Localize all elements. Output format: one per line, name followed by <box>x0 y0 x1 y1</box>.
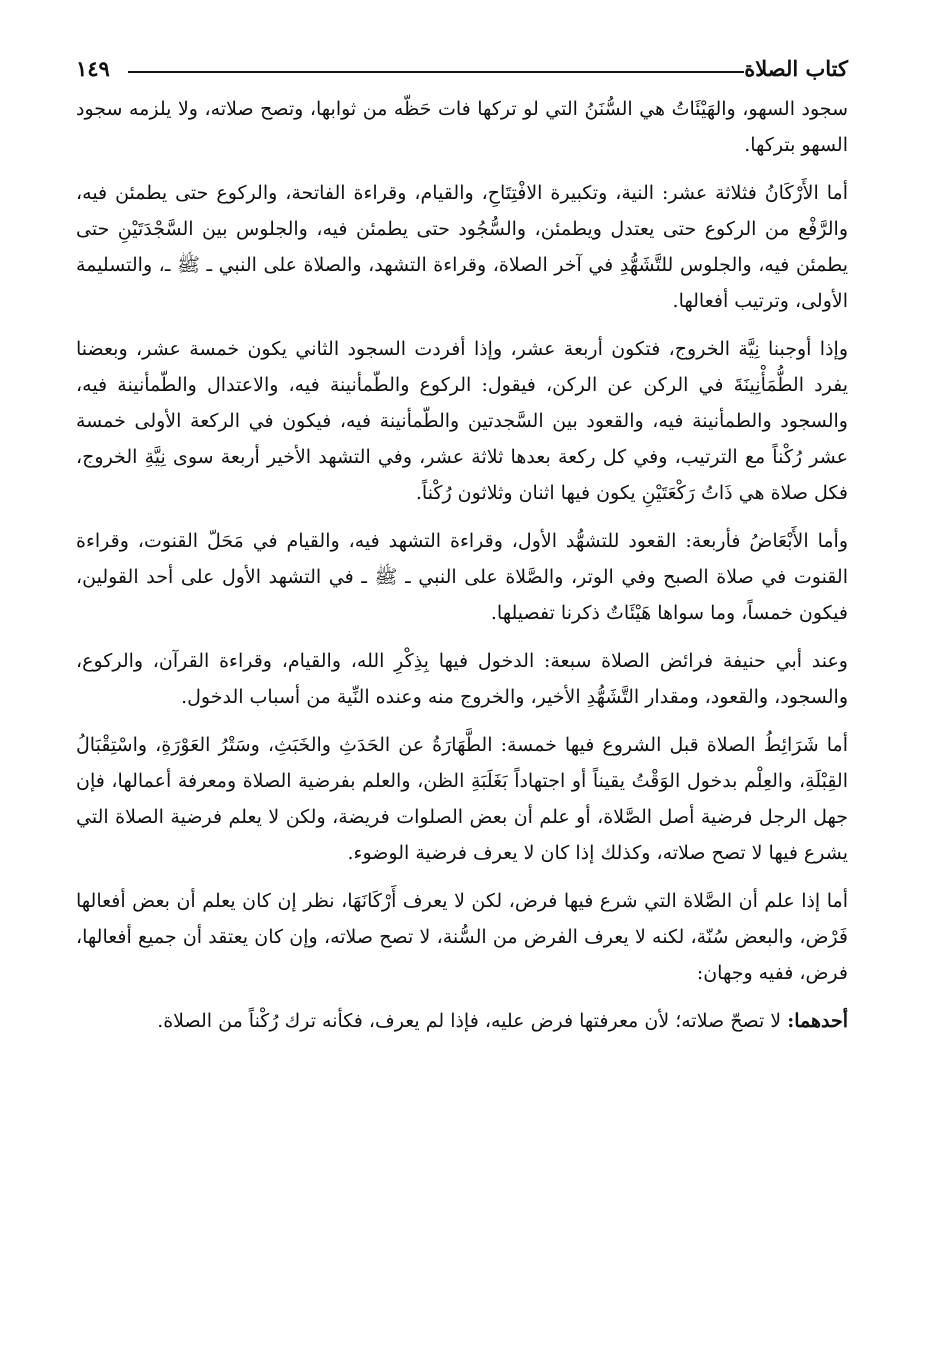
header-rule <box>128 71 744 73</box>
paragraph-text: وإذا أوجبنا نِيَّة الخروج، فتكون أربعة عشر، وإذا أفردت السجود الثاني يكون خمسة عشر، وبعضنا يفرد الطُّمَأْنِينَةَ في الركن عن الركن، فيقول: الركوع والطّمأنينة فيه، والاعتدال والطّمأنينة فيه، والسجود والطمأنينة فيه، والقعود بين السَّجدتين والطّمأنينة فيه، فيكون في الركعة الأولى خمسة عشر رُكْناً مع الترتيب، وفي كل ركعة بعدها ثلاثة عشر، وفي التشهد الأخير أربعة سوى نِيَّةِ الخروج، فكل صلاة هي ذَاتُ رَكْعَتَيْنِ يكون فيها اثنان وثلاثون رُكْناً. <box>76 338 848 504</box>
page-number: ١٤٩ <box>76 56 110 81</box>
paragraph-1 <box>76 91 848 163</box>
running-header-title: كتاب الصلاة <box>744 56 848 81</box>
paragraph-8 <box>76 1003 848 1039</box>
paragraph-text: وأما الأَبْعَاضُ فأربعة: القعود للتشهُّد الأول، وقراءة التشهد فيه، والقيام في مَحَلّ القنوت، وقراءة القنوت في صلاة الصبح وفي الوتر، والصَّلاة على النبي ـ ﷺ ـ في التشهد الأول على أحد القولين، فيكون خمساً، وما سواها هَيْئَاتٌ ذكرنا تفصيلها. <box>76 530 848 624</box>
paragraph-lead-term: أحدهما: <box>787 1010 848 1032</box>
paragraph-5 <box>76 643 848 715</box>
paragraph-4 <box>76 523 848 631</box>
paragraph-7 <box>76 883 848 991</box>
paragraph-2 <box>76 175 848 319</box>
paragraph-text: سجود السهو، والهَيْئَاتُ هي السُّنَنُ التي لو تركها فات حَظّه من ثوابها، وتصح صلاته، ولا يلزمه سجود السهو بتركها. <box>76 98 848 156</box>
paragraph-text: أما إذا علم أن الصَّلاة التي شرع فيها فرض، لكن لا يعرف أَرْكَانَهَا، نظر إن كان يعلم أن بعض أفعالها فَرْض، والبعض سُنّة، لكنه لا يعرف الفرض من السُّنة، لا تصح صلاته، وإن كان يعتقد أن جميع أفعالها، فرض، ففيه وجهان: <box>76 890 848 984</box>
paragraph-text: وعند أبي حنيفة فرائض الصلاة سبعة: الدخول فيها بِذِكْرِ الله، والقيام، وقراءة القرآن، والركوع، والسجود، والقعود، ومقدار التَّشَهُّدِ الأخير، والخروج منه وعنده النِّية من أسباب الدخول. <box>76 650 848 708</box>
page-body <box>76 91 848 1326</box>
paragraph-text: لا تصحّ صلاته؛ لأن معرفتها فرض عليه، فإذا لم يعرف، فكأنه ترك رُكْناً من الصلاة. <box>157 1010 782 1032</box>
paragraph-text: أما شَرَائِطُ الصلاة قبل الشروع فيها خمسة: الطَّهَارَةُ عن الحَدَثِ والخَبَثِ، وسَتْرُ العَوْرَةِ، واسْتِقْبَالُ القِبْلَةِ، والعِلْم بدخول الوَقْتُ يقيناً أو اجتهاداً بَغَلَبَةِ الظن، والعلم بفرضية الصلاة ومعرفة أعمالها، فإن جهل الرجل فرضية أصل الصَّلاة، أو علم أن بعض الصلوات فريضة، ولكن لا يعلم فرضية الصلاة التي يشرع فيها لا تصح صلاته، وكذلك إذا كان لا يعرف فرضية الوضوء. <box>76 734 848 864</box>
paragraph-3 <box>76 331 848 511</box>
running-header <box>76 52 848 86</box>
paragraph-6 <box>76 727 848 871</box>
paragraph-text: أما الأَرْكَانُ فثلاثة عشر: النية، وتكبيرة الافْتِتَاحِ، والقيام، وقراءة الفاتحة، والركوع حتى يطمئن فيه، والرَّفْع من الركوع حتى يعتدل ويطمئن، والسُّجُود حتى يطمئن فيه، والجلوس بين السَّجْدَتَيْنِ حتى يطمئن فيه، والجلوس للتَّشَهُّدِ في آخر الصلاة، وقراءة التشهد، والصلاة على النبي ـ ﷺ ـ، والتسليمة الأولى، وترتيب أفعالها. <box>76 182 848 312</box>
